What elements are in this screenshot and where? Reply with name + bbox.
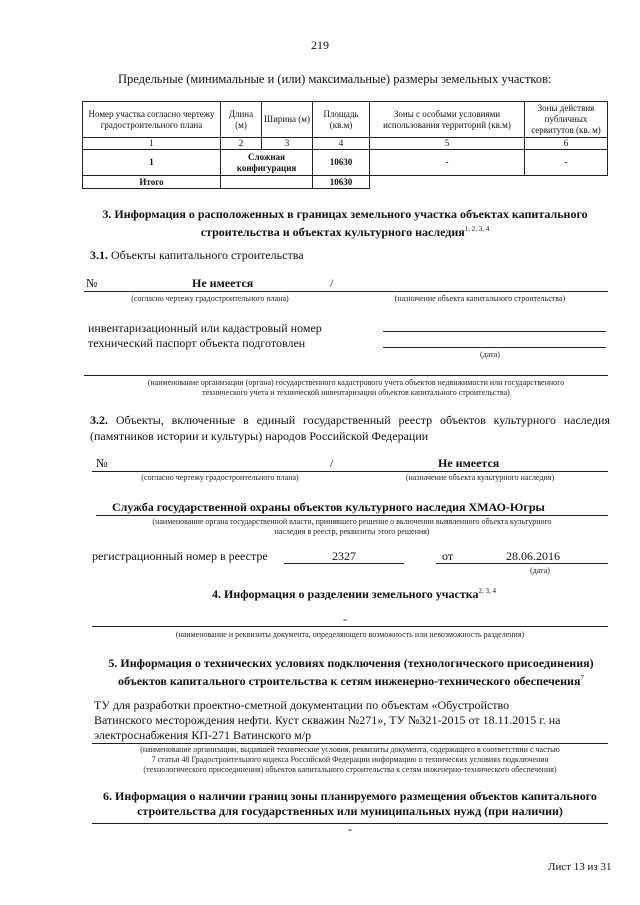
- subsection-3-2: [90, 412, 610, 444]
- sheet-counter: Лист 13 из 31: [548, 861, 612, 873]
- tech-conditions-line2: Ватинского месторождения нефти. Куст скважин №271», ТУ №321-2015 от 18.11.2015 г. на: [94, 713, 561, 727]
- caption-plan: (согласно чертежу градостроительного плана): [131, 294, 289, 303]
- registry-date: 28.06.2016: [506, 549, 560, 563]
- caption-authority-line1: (наименование органа государственной власти, принявшего решение о включении выявленного объекта культурного: [152, 517, 552, 526]
- col-number: 1: [83, 138, 221, 150]
- heritage-authority: Служба государственной охраны объектов культурного наследия ХМАО-Югры: [112, 500, 545, 514]
- land-plot-table: [82, 101, 608, 189]
- section-5-caption: [88, 745, 612, 775]
- passport-date-line: [383, 347, 606, 348]
- tech-conditions-text: [94, 698, 561, 743]
- from-label: от: [442, 549, 454, 563]
- underline: [84, 375, 608, 376]
- section-6-title-line1: 6. Информация о наличии границ зоны планируемого размещения объектов капитального: [103, 789, 597, 803]
- no-sign: №: [86, 276, 98, 290]
- caption-purpose: (назначение объекта капитального строительства): [394, 294, 566, 303]
- underline: [92, 471, 608, 472]
- section-6-title: [80, 789, 620, 819]
- no-sign: №: [96, 456, 108, 470]
- inventory-number-label: инвентаризационный или кадастровый номер: [88, 321, 322, 335]
- underline: [84, 291, 608, 292]
- cell-area: 10630: [313, 150, 370, 176]
- section-4-title: [212, 587, 496, 602]
- slash-separator: /: [330, 456, 334, 470]
- subsection-3-2-number: 3.2.: [90, 413, 108, 427]
- section-3-title-text: строительства и объектах культурного наследия: [200, 225, 465, 239]
- page-number: 219: [311, 38, 329, 52]
- heritage-objects-none: Не имеется: [438, 456, 500, 470]
- section-5-title-text: объектов капитального строительства к сетям инженерно-технического обеспечения: [118, 674, 581, 688]
- caption-authority-line2: наследия в реестр, реквизиты этого решения): [274, 527, 430, 536]
- header-width: Ширина (м): [262, 102, 313, 138]
- section-3-title-line2: [80, 222, 610, 240]
- header-servitudes: Зоны действия публичных сервитутов (кв. м): [525, 102, 608, 138]
- tech-passport-label: технический паспорт объекта подготовлен: [88, 336, 306, 350]
- caption-date: (дата): [480, 350, 500, 359]
- capital-objects-none: Не имеется: [192, 276, 254, 290]
- underline: [96, 515, 608, 516]
- caption-org: [96, 378, 616, 398]
- col-number: 2: [221, 138, 262, 150]
- section-6-value: -: [348, 822, 352, 836]
- cell-total-blank: [370, 176, 608, 189]
- col-number: 4: [313, 138, 370, 150]
- caption-org-line2: технического учета и технической инвентаризации объектов капитального строительства): [202, 388, 510, 397]
- caption-heritage-purpose: (назначение объекта культурного наследия): [405, 473, 555, 482]
- section-5-caption-line1: (наименование организации, выдавшей технические условия, реквизиты документа, содержащего в соответствии с частью: [140, 745, 560, 754]
- cell-total-label: Итого: [83, 176, 221, 189]
- table-total-row: [83, 176, 608, 189]
- registry-date-line: [436, 563, 608, 564]
- section-4-value: -: [343, 612, 347, 626]
- table-header-row: [83, 102, 608, 138]
- section-3-title-line1: 3. Информация о расположенных в границах земельного участка объектах капитального: [102, 207, 588, 221]
- caption-date: (дата): [530, 566, 550, 575]
- section-5-title-line1: 5. Информация о технических условиях подключения (технологического присоединения): [108, 656, 594, 670]
- caption-authority: [96, 517, 608, 537]
- slash-separator: /: [330, 276, 334, 290]
- subsection-3-1-title: Объекты капитального строительства: [111, 248, 304, 262]
- header-plot-number: Номер участка согласно чертежу градостроительного плана: [83, 102, 221, 138]
- subsection-3-2-line2: (памятников истории и культуры) народов Российской Федерации: [90, 429, 429, 443]
- subsection-3-1: [90, 248, 304, 263]
- cell-servitude: -: [525, 150, 608, 176]
- col-number: 6: [525, 138, 608, 150]
- header-special-zones: Зоны с особыми условиями использования территорий (кв.м): [370, 102, 525, 138]
- cell-configuration: Сложная конфигурация: [221, 150, 313, 176]
- header-length: Длина (м): [221, 102, 262, 138]
- inventory-number-line: [383, 331, 606, 332]
- section-4-caption: (наименование и реквизиты документа, определяющего возможность или невозможность разделения): [175, 630, 525, 639]
- section-3-title: [80, 207, 610, 240]
- section-4-title-text: 4. Информация о разделении земельного участка: [212, 587, 479, 601]
- subsection-3-2-line1: [90, 412, 610, 428]
- registry-number-line: [284, 563, 404, 564]
- underline: [92, 626, 608, 627]
- registry-number: 2327: [332, 549, 356, 563]
- cell-zones: -: [370, 150, 525, 176]
- limits-title: Предельные (минимальные и (или) максимальные) размеры земельных участков:: [118, 72, 552, 86]
- header-area: Площадь (кв.м): [313, 102, 370, 138]
- subsection-3-2-text: Объекты, включенные в единый государственный реестр объектов культурного наследия: [115, 413, 610, 427]
- col-number: 5: [370, 138, 525, 150]
- section-4-footnote-ref: 2, 3, 4: [478, 587, 496, 595]
- caption-org-line1: (наименование организации (органа) государственного кадастрового учета объектов недвижимости или государственного: [147, 378, 565, 387]
- tech-conditions-line1: ТУ для разработки проектно-сметной документации по объектам «Обустройство: [94, 698, 510, 712]
- cell-total-empty: [221, 176, 313, 189]
- table-number-row: [83, 138, 608, 150]
- section-5-title-line2: [86, 671, 616, 689]
- underline: [92, 743, 608, 744]
- section-5-caption-line2: 7 статьи 48 Градостроительного кодекса Российской Федерации информацию о технических условиях подключения: [151, 755, 549, 764]
- section-5-caption-line3: (технологического присоединения) объектов капитального строительства к сетям инженерно-технического обеспечения): [143, 765, 557, 774]
- cell-total-area: 10630: [313, 176, 370, 189]
- section-5-footnote-ref: 7: [580, 674, 584, 682]
- cell-plot-number: 1: [83, 150, 221, 176]
- inventory-block: [88, 321, 322, 351]
- tech-conditions-line3: электроснабжения КП-271 Ватинского м/р: [94, 728, 312, 742]
- section-3-footnote-ref: 1, 2, 3, 4: [464, 225, 490, 233]
- subsection-3-1-number: 3.1.: [90, 248, 108, 262]
- col-number: 3: [262, 138, 313, 150]
- table-row: [83, 150, 608, 176]
- registry-label: регистрационный номер в реестре: [92, 549, 268, 563]
- section-6-title-line2: строительства для государственных или муниципальных нужд (при наличии): [137, 804, 563, 818]
- section-5-title: [86, 656, 616, 689]
- caption-plan: (согласно чертежу градостроительного плана): [141, 473, 299, 482]
